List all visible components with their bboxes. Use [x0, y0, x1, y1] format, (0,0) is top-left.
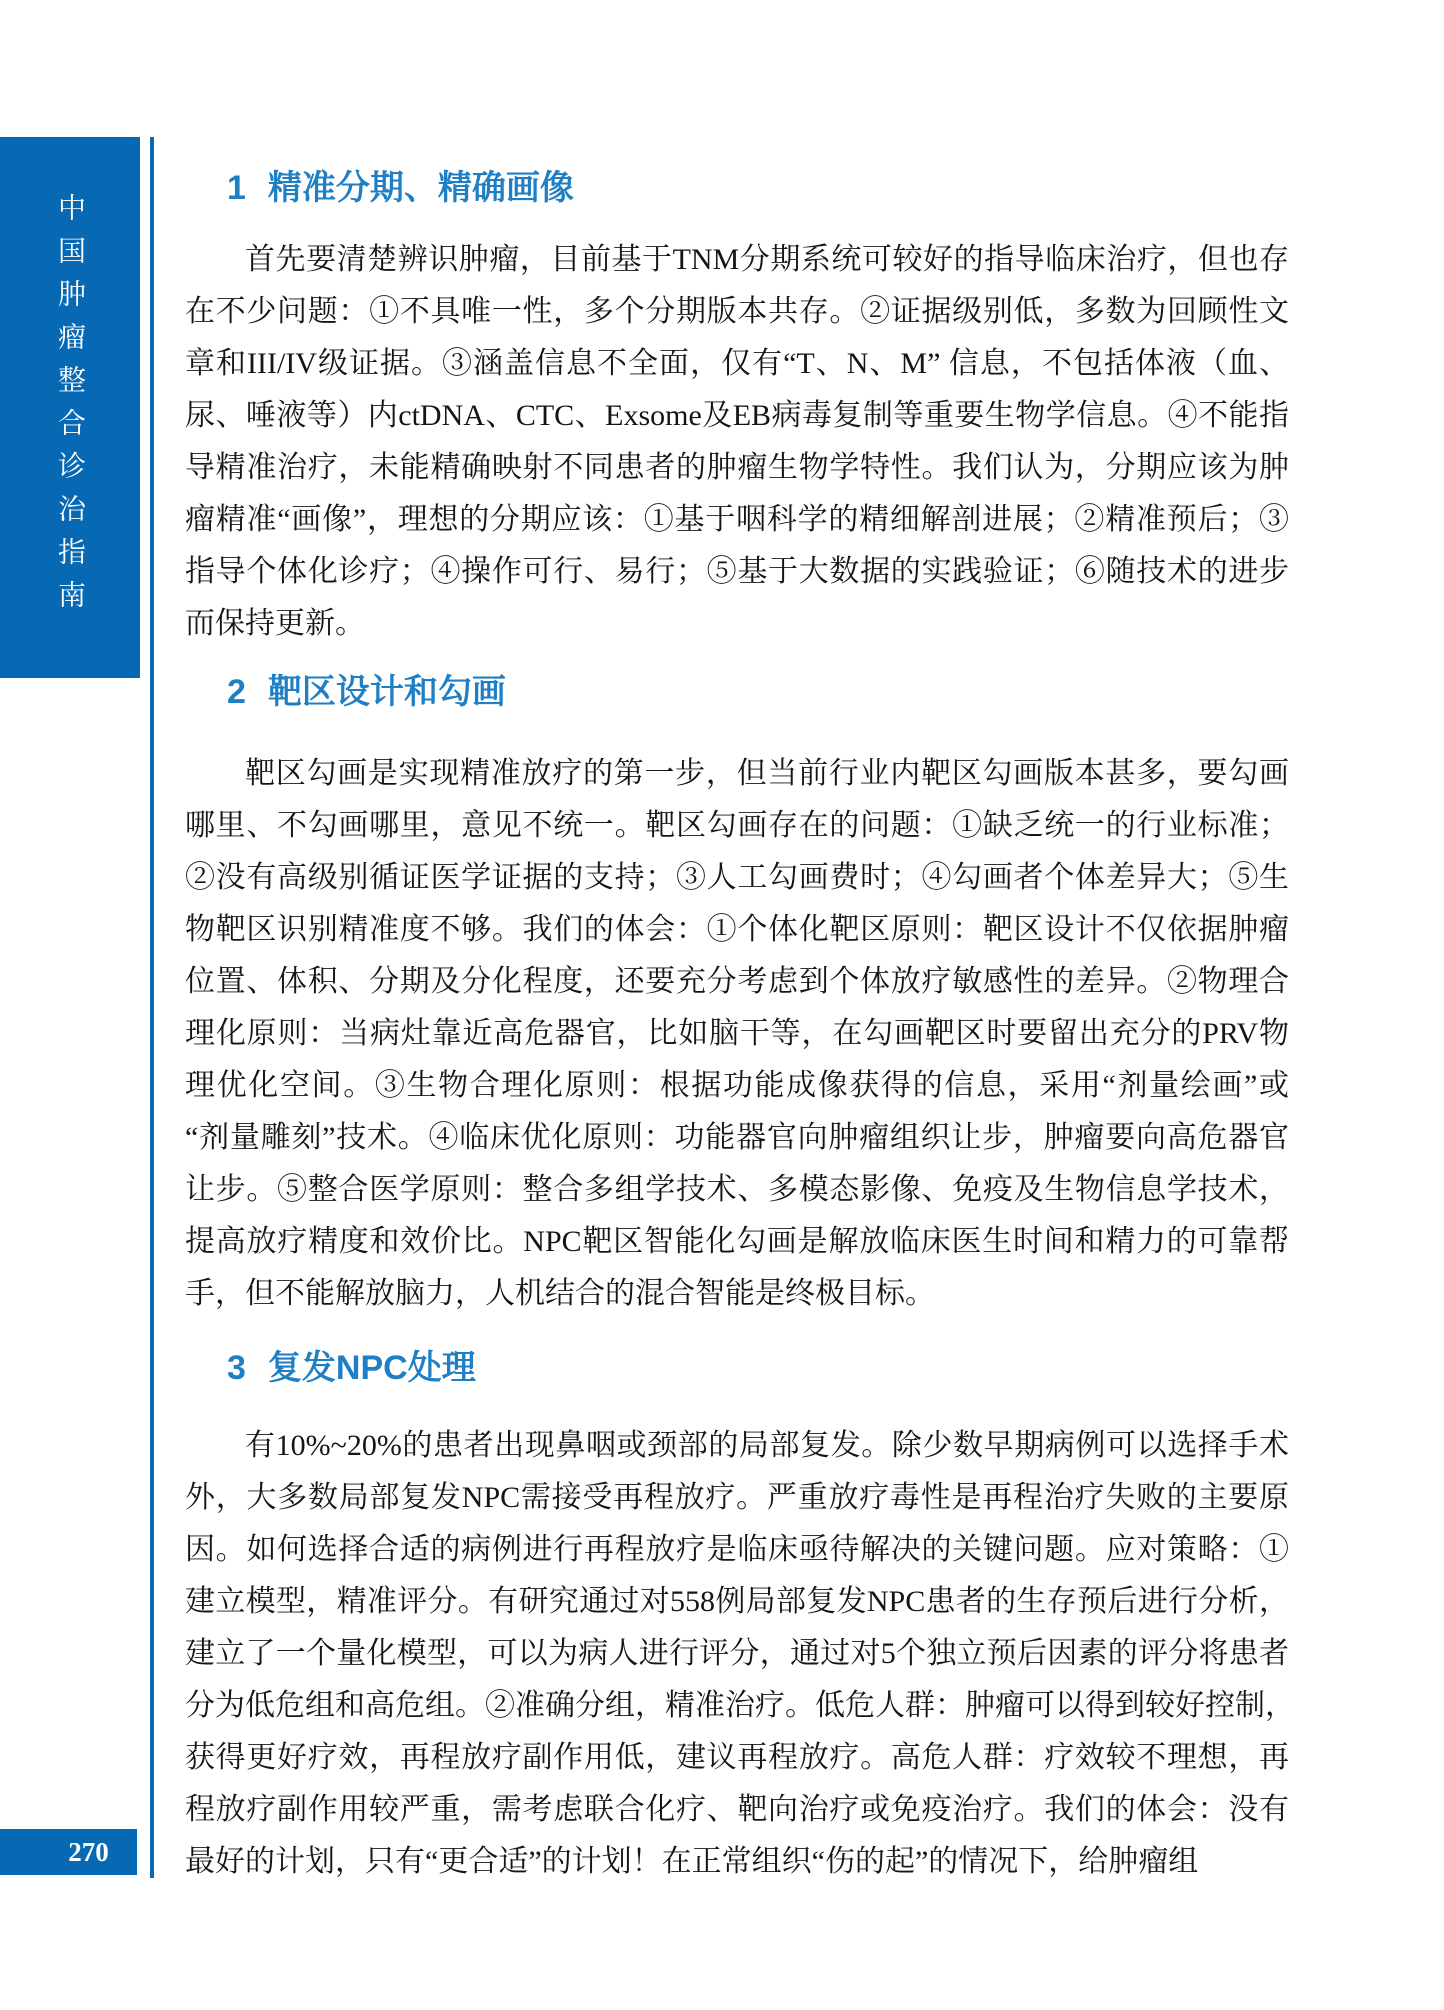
text-line: 因。如何选择合适的病例进行再程放疗是临床亟待解决的关键问题。应对策略：①	[185, 1533, 1289, 1566]
text-line: 有10%~20%的患者出现鼻咽或颈部的局部复发。除少数早期病例可以选择手术	[245, 1429, 1289, 1462]
text-line: 理优化空间。③生物合理化原则：根据功能成像获得的信息，采用“剂量绘画”或	[185, 1069, 1289, 1102]
text-line: 首先要清楚辨识肿瘤，目前基于TNM分期系统可较好的指导临床治疗，但也存	[245, 243, 1289, 276]
text-line: 最好的计划，只有“更合适”的计划！在正常组织“伤的起”的情况下，给肿瘤组	[185, 1845, 1199, 1878]
text-line: 章和III/IV级证据。③涵盖信息不全面，仅有“T、N、M” 信息，不包括体液（血、	[185, 347, 1289, 380]
paragraph	[185, 1420, 1295, 1888]
text-line: 建立模型，精准评分。有研究通过对558例局部复发NPC患者的生存预后进行分析，	[185, 1585, 1289, 1618]
section-title: 精准分期、精确画像	[267, 169, 574, 207]
section-2	[185, 670, 1289, 1320]
text-line: 外，大多数局部复发NPC需接受再程放疗。严重放疗毒性是再程治疗失败的主要原	[185, 1481, 1289, 1514]
sidebar-title: 中国肿瘤整合诊治指南	[55, 193, 86, 623]
text-line: 让步。⑤整合医学原则：整合多组学技术、多模态影像、免疫及生物信息学技术，	[185, 1173, 1289, 1206]
text-line: 在不少问题：①不具唯一性，多个分期版本共存。②证据级别低，多数为回顾性文	[185, 295, 1289, 328]
sidebar-banner	[0, 137, 140, 678]
section-heading	[227, 670, 1289, 714]
section-heading	[227, 166, 1289, 210]
section-1	[185, 166, 1289, 650]
section-title: 靶区设计和勾画	[267, 673, 506, 711]
content	[185, 150, 1295, 1888]
text-line: 瘤精准“画像”，理想的分期应该：①基于咽科学的精细解剖进展；②精准预后；③	[185, 503, 1289, 536]
text-line: “剂量雕刻”技术。④临床优化原则：功能器官向肿瘤组织让步，肿瘤要向高危器官	[185, 1121, 1289, 1154]
text-line: 哪里、不勾画哪里，意见不统一。靶区勾画存在的问题：①缺乏统一的行业标准；	[185, 809, 1289, 842]
section-3	[185, 1346, 1295, 1888]
text-line: 获得更好疗效，再程放疗副作用低，建议再程放疗。高危人群：疗效较不理想，再	[185, 1741, 1289, 1774]
section-number: 1	[227, 169, 246, 207]
section-heading	[227, 1346, 1289, 1390]
text-line: 位置、体积、分期及分化程度，还要充分考虑到个体放疗敏感性的差异。②物理合	[185, 965, 1289, 998]
text-line: 提高放疗精度和效价比。NPC靶区智能化勾画是解放临床医生时间和精力的可靠帮	[185, 1225, 1289, 1258]
text-line: 物靶区识别精准度不够。我们的体会：①个体化靶区原则：靶区设计不仅依据肿瘤	[185, 913, 1289, 946]
text-line: 程放疗副作用较严重，需考虑联合化疗、靶向治疗或免疫治疗。我们的体会：没有	[185, 1793, 1289, 1826]
text-line: 靶区勾画是实现精准放疗的第一步，但当前行业内靶区勾画版本甚多，要勾画	[245, 757, 1289, 790]
divider-line	[150, 137, 154, 1878]
text-line: 尿、唾液等）内ctDNA、CTC、Exsome及EB病毒复制等重要生物学信息。④不能指	[185, 399, 1289, 432]
text-line: 建立了一个量化模型，可以为病人进行评分，通过对5个独立预后因素的评分将患者	[185, 1637, 1289, 1670]
section-title: 复发NPC处理	[267, 1349, 476, 1387]
text-line: 导精准治疗，未能精确映射不同患者的肿瘤生物学特性。我们认为，分期应该为肿	[185, 451, 1289, 484]
page-number: 270	[68, 1836, 109, 1867]
page-number-badge	[0, 1829, 137, 1875]
section-number: 3	[227, 1349, 246, 1387]
text-line: 而保持更新。	[185, 607, 365, 640]
text-line: ②没有高级别循证医学证据的支持；③人工勾画费时；④勾画者个体差异大；⑤生	[185, 861, 1289, 894]
text-line: 分为低危组和高危组。②准确分组，精准治疗。低危人群：肿瘤可以得到较好控制，	[185, 1689, 1295, 1722]
text-line: 手，但不能解放脑力，人机结合的混合智能是终极目标。	[185, 1277, 935, 1310]
section-number: 2	[227, 673, 246, 711]
paragraph	[185, 234, 1289, 650]
paragraph	[185, 748, 1289, 1320]
text-line: 指导个体化诊疗；④操作可行、易行；⑤基于大数据的实践验证；⑥随技术的进步	[185, 555, 1289, 588]
text-line: 理化原则：当病灶靠近高危器官，比如脑干等，在勾画靶区时要留出充分的PRV物	[185, 1017, 1289, 1050]
